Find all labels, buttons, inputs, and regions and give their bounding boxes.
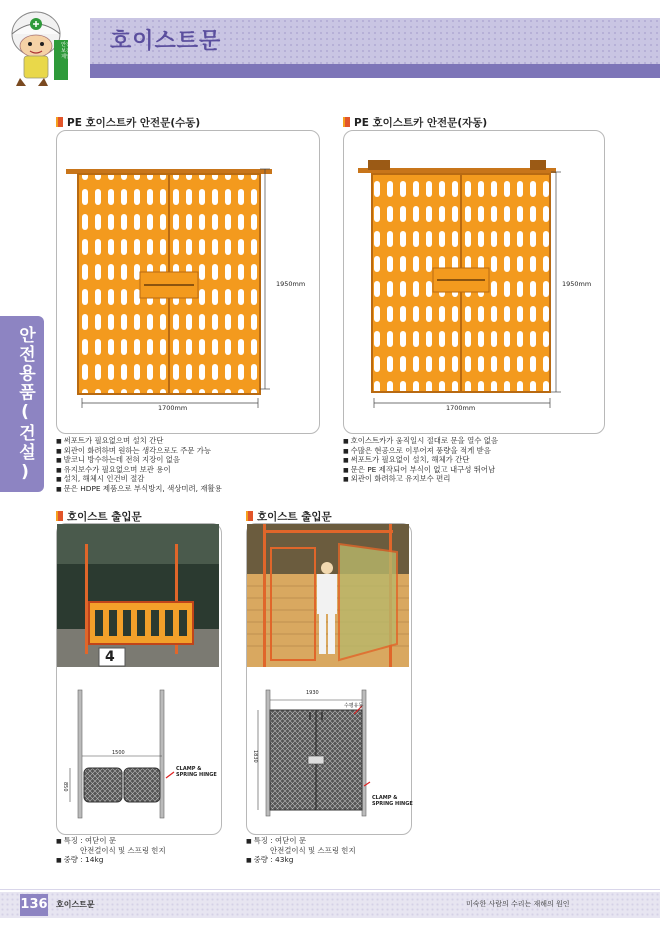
side-tab-label: 안전용품(건설) [15, 326, 35, 484]
section-title-text: 호이스트 출입문 [67, 511, 142, 523]
list-item: ■ 써포트가 필요없으며 설치 간단 [56, 437, 316, 447]
footer-line [0, 889, 660, 890]
width-dimension: 1930 [306, 690, 319, 696]
list-item: ■ 특징 : 여닫이 문 [246, 837, 416, 847]
section-title-entrance-b [246, 509, 332, 524]
list-item: ■ 외관이 화려하고 유지보수 편리 [343, 475, 603, 485]
list-item: ■ 유지보수가 필요없으며 보관 용이 [56, 466, 316, 476]
list-item: ■ 써포트가 필요없이 설치, 해체가 간단 [343, 456, 603, 466]
list-item: ■ 문은 PE 제작되어 부식이 없고 내구성 뛰어남 [343, 466, 603, 476]
section-title-entrance-a [56, 509, 142, 524]
feature-list-entrance-a [56, 837, 226, 866]
entrance-photo-a [57, 524, 219, 667]
list-item: ■ 설치, 해체시 인건비 절감 [56, 475, 316, 485]
width-dimension: 1700mm [158, 404, 188, 412]
page-number: 136 [20, 894, 48, 916]
clamp-hinge-callout: CLAMP & SPRING HINGE [176, 766, 217, 778]
section-title-auto [343, 115, 487, 130]
height-dimension: 850 [62, 782, 68, 792]
feature-list-manual [56, 437, 316, 495]
list-item: ■ 중량 : 43kg [246, 856, 416, 866]
continuation-text: 안전걸이식 및 스프링 힌지 [270, 845, 356, 855]
height-dimension-line [549, 168, 563, 398]
door-illustration-manual [66, 160, 276, 400]
floor-number-sign: 4 [105, 649, 115, 665]
section-title-text: PE 호이스트카 안전문(자동) [354, 117, 488, 129]
section-title-manual [56, 115, 200, 130]
list-item: ■ 문은 HDPE 제품으로 부식방지, 색상미려, 재활용 [56, 485, 316, 495]
construction-photo-a [57, 524, 219, 667]
construction-photo-b [247, 524, 409, 667]
entrance-diagram-a [60, 686, 216, 820]
section-marker-icon [56, 117, 63, 127]
door-illustration-auto [358, 152, 558, 397]
horizontal-flow-label: 수평유동 [344, 703, 364, 709]
entrance-photo-b [247, 524, 409, 667]
page-title: 호이스트문 [110, 29, 222, 54]
height-dimension: 1950mm [562, 280, 592, 288]
footer-section-name: 호이스트문 [56, 900, 95, 909]
list-item: ■ 수많은 현공으로 이루어져 풍량을 적게 받음 [343, 447, 603, 457]
width-dimension: 1700mm [446, 404, 476, 412]
height-dimension-line [258, 165, 272, 395]
header-stripe [90, 64, 660, 78]
section-marker-icon [343, 117, 350, 127]
list-item: ■ 외관이 화려하며 원하는 생각으로도 주문 가능 [56, 447, 316, 457]
height-dimension: 1950mm [276, 280, 306, 288]
footer-slogan: 미숙한 사람의 수리는 재해의 원인 [466, 900, 570, 908]
badge-line: 제일 [61, 54, 71, 60]
clamp-hinge-callout: CLAMP & SPRING HINGE [372, 795, 413, 807]
list-item: ■ 호이스트카가 움직일시 절대로 문을 열수 없음 [343, 437, 603, 447]
list-item: ■ 특징 : 여닫이 문 [56, 837, 226, 847]
height-dimension: 1830 [252, 750, 258, 763]
feature-list-entrance-b [246, 837, 416, 866]
feature-list-auto [343, 437, 603, 485]
section-title-text: 호이스트 출입문 [257, 511, 332, 523]
section-marker-icon [246, 511, 253, 521]
continuation-text: 안전걸이식 및 스프링 힌지 [80, 845, 166, 855]
section-title-text: PE 호이스트카 안전문(수동) [67, 117, 201, 129]
badge-line: 안전 [61, 42, 71, 48]
width-dimension: 1500 [112, 750, 125, 756]
badge-line: 보건 [61, 48, 71, 54]
list-item: ■ 중량 : 14kg [56, 856, 226, 866]
section-marker-icon [56, 511, 63, 521]
safety-badge [61, 42, 71, 60]
list-item: ■ 발코니 방수하는데 전혀 지장이 없음 [56, 456, 316, 466]
